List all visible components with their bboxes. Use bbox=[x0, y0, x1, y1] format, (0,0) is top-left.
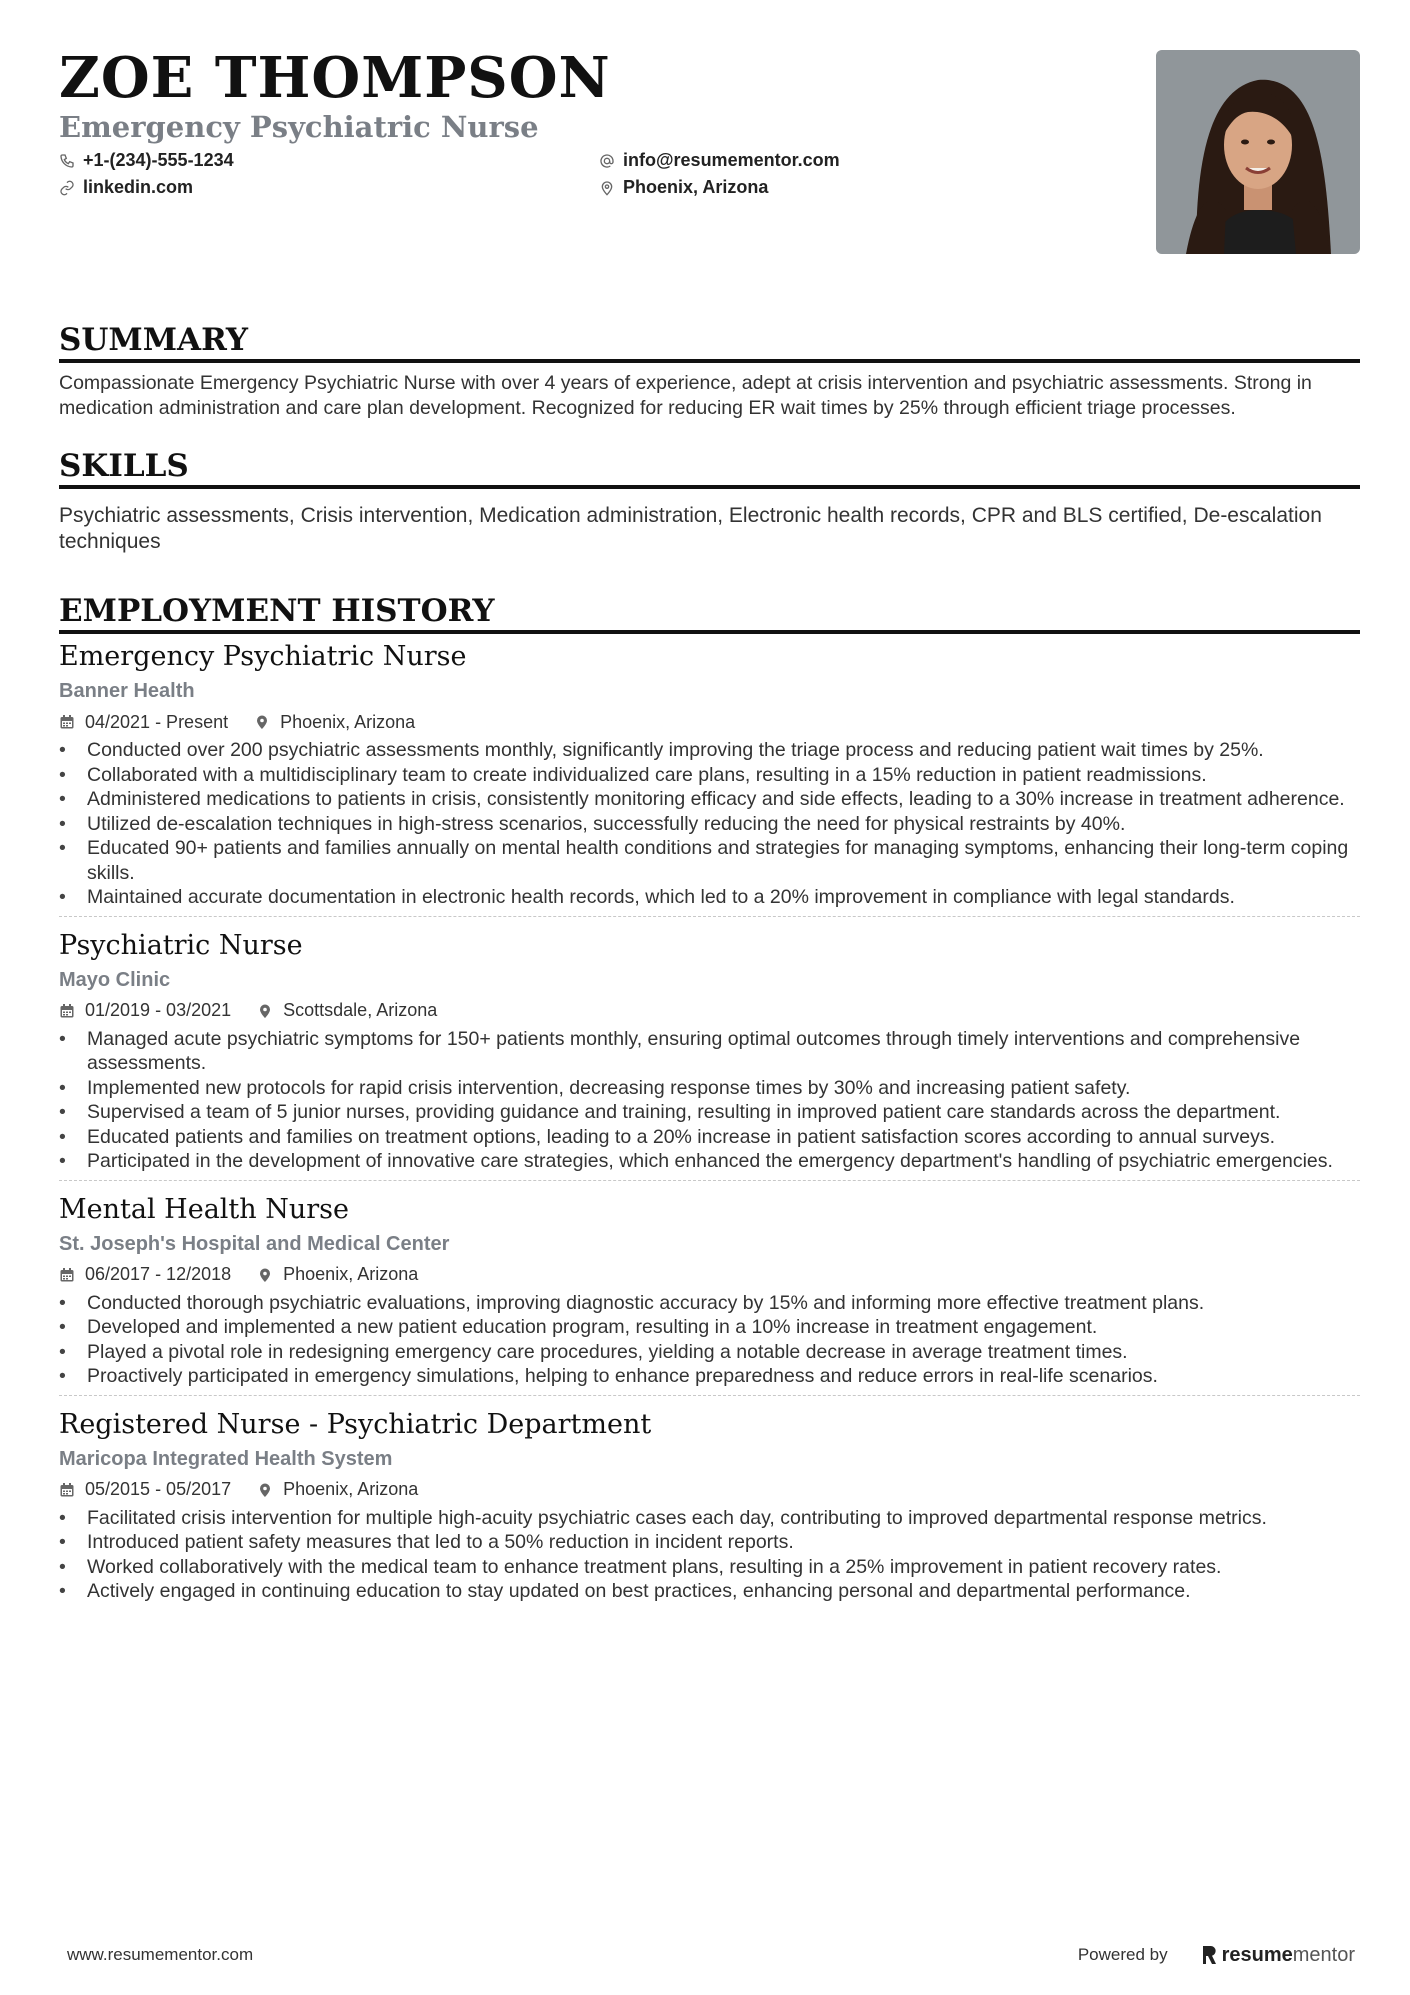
bullet-item: • Proactively participated in emergency simulations, helping to enhance preparedness and reduce errors in real-life scenarios. bbox=[59, 1364, 1360, 1389]
employment-heading: EMPLOYMENT HISTORY bbox=[59, 593, 1360, 634]
bullet-item: • Worked collaboratively with the medical team to enhance treatment plans, resulting in a 25% improvement in patient recovery rates. bbox=[59, 1555, 1360, 1580]
bullet-item: • Participated in the development of innovative care strategies, which enhanced the emergency department's handling of psychiatric emergencies. bbox=[59, 1149, 1360, 1174]
location-pin-icon bbox=[257, 1003, 283, 1019]
job-dates: 06/2017 - 12/2018 bbox=[85, 1264, 232, 1284]
job-location: Phoenix, Arizona bbox=[283, 1479, 419, 1499]
bullet-item: • Conducted thorough psychiatric evaluations, improving diagnostic accuracy by 15% and informing more effective treatment plans. bbox=[59, 1291, 1360, 1316]
phone-icon bbox=[59, 153, 75, 169]
candidate-name: ZOE THOMPSON bbox=[59, 45, 611, 111]
link-icon bbox=[59, 180, 75, 196]
bullet-item: • Educated 90+ patients and families annually on mental health conditions and strategies for managing symptoms, enhancing their long-term coping skills. bbox=[59, 836, 1360, 885]
linkedin-link[interactable]: linkedin.com bbox=[83, 177, 194, 197]
bullet-item: • Developed and implemented a new patient education program, resulting in a 10% increase in treatment engagement. bbox=[59, 1315, 1360, 1340]
candidate-title: Emergency Psychiatric Nurse bbox=[59, 110, 539, 144]
avatar bbox=[1156, 50, 1360, 254]
location-pin-icon bbox=[599, 180, 615, 196]
bullet-item: • Actively engaged in continuing education to stay updated on best practices, enhancing personal and departmental performance. bbox=[59, 1579, 1360, 1604]
job-dates: 01/2019 - 03/2021 bbox=[85, 1000, 232, 1020]
company-name: Mayo Clinic bbox=[59, 968, 171, 991]
resumementor-logo-icon bbox=[1200, 1944, 1218, 1966]
brand-name-rest: mentor bbox=[1292, 1943, 1355, 1966]
job-title: Mental Health Nurse bbox=[59, 1193, 350, 1225]
calendar-icon bbox=[59, 714, 85, 730]
page-footer bbox=[67, 1940, 1355, 1970]
summary-text: Compassionate Emergency Psychiatric Nurse with over 4 years of experience, adept at crisis intervention and psychiatric assessments. Strong in medication administration and care plan development. Recognized for reducing ER wait times by 25% through efficient triage processes. bbox=[59, 372, 1312, 419]
summary-section bbox=[59, 322, 1360, 420]
job-bullets bbox=[59, 1291, 1360, 1389]
job-entry bbox=[59, 1408, 1360, 1610]
job-dates: 05/2015 - 05/2017 bbox=[85, 1479, 232, 1499]
bullet-item: • Collaborated with a multidisciplinary team to create individualized care plans, resulting in a 15% reduction in patient readmissions. bbox=[59, 763, 1360, 788]
job-bullets bbox=[59, 738, 1360, 910]
bullet-item: • Implemented new protocols for rapid crisis intervention, decreasing response times by 30% and increasing patient safety. bbox=[59, 1076, 1360, 1101]
bullet-item: • Conducted over 200 psychiatric assessments monthly, significantly improving the triage process and reducing patient wait times by 25%. bbox=[59, 738, 1360, 763]
bullet-item: • Maintained accurate documentation in electronic health records, which led to a 20% improvement in compliance with legal standards. bbox=[59, 885, 1360, 910]
employment-section bbox=[59, 593, 1360, 1610]
job-entry bbox=[59, 929, 1360, 1181]
bullet-item: • Introduced patient safety measures that led to a 50% reduction in incident reports. bbox=[59, 1530, 1360, 1555]
company-name: Banner Health bbox=[59, 680, 195, 702]
job-entry bbox=[59, 640, 1360, 917]
job-meta bbox=[59, 1263, 1360, 1287]
job-meta bbox=[59, 999, 1360, 1023]
contact-location bbox=[599, 175, 1139, 200]
skills-section bbox=[59, 448, 1360, 555]
bullet-item: • Educated patients and families on treatment options, leading to a 20% increase in patient satisfaction scores according to annual surveys. bbox=[59, 1125, 1360, 1150]
job-meta bbox=[59, 710, 1360, 734]
brand-name-bold: resume bbox=[1221, 1943, 1293, 1966]
location-pin-icon bbox=[257, 1267, 283, 1283]
skills-heading: SKILLS bbox=[59, 448, 1360, 489]
skills-text: Psychiatric assessments, Crisis intervention, Medication administration, Electronic health records, CPR and BLS certified, De-escalation techniques bbox=[59, 504, 1322, 553]
job-title: Emergency Psychiatric Nurse bbox=[59, 641, 467, 672]
phone-number: +1-(234)-555-1234 bbox=[83, 150, 234, 170]
powered-by-label: Powered by bbox=[1077, 1945, 1168, 1964]
calendar-icon bbox=[59, 1003, 85, 1019]
job-location: Phoenix, Arizona bbox=[280, 711, 416, 732]
profile-photo bbox=[1156, 50, 1360, 254]
job-title: Registered Nurse - Psychiatric Department bbox=[59, 1408, 652, 1440]
job-location: Phoenix, Arizona bbox=[283, 1264, 419, 1284]
bullet-item: • Facilitated crisis intervention for multiple high-acuity psychiatric cases each day, contributing to improved departmental response metrics. bbox=[59, 1506, 1360, 1531]
job-title: Psychiatric Nurse bbox=[59, 929, 303, 961]
company-name: St. Joseph's Hospital and Medical Center bbox=[59, 1232, 450, 1255]
powered-by bbox=[1078, 1944, 1355, 1967]
location-text: Phoenix, Arizona bbox=[623, 177, 769, 197]
bullet-item: • Supervised a team of 5 junior nurses, providing guidance and training, resulting in improved patient care standards across the department. bbox=[59, 1100, 1360, 1125]
contact-linkedin bbox=[59, 175, 599, 200]
resume-page bbox=[59, 45, 1360, 1622]
bullet-item: • Utilized de-escalation techniques in high-stress scenarios, successfully reducing the need for physical restraints by 40%. bbox=[59, 812, 1360, 837]
contact-phone bbox=[59, 148, 599, 173]
job-meta bbox=[59, 1478, 1360, 1502]
job-entry bbox=[59, 1193, 1360, 1396]
location-pin-icon bbox=[257, 1482, 283, 1498]
summary-heading: SUMMARY bbox=[59, 322, 1360, 363]
at-icon bbox=[599, 153, 615, 169]
calendar-icon bbox=[59, 1482, 85, 1498]
resume-header bbox=[59, 45, 1360, 268]
company-name: Maricopa Integrated Health System bbox=[59, 1447, 393, 1470]
footer-website[interactable]: www.resumementor.com bbox=[67, 1945, 254, 1964]
job-bullets bbox=[59, 1506, 1360, 1604]
brand-logo[interactable] bbox=[1200, 1944, 1355, 1967]
email-address[interactable]: info@resumementor.com bbox=[623, 150, 840, 170]
contact-email bbox=[599, 148, 1139, 173]
job-list bbox=[59, 640, 1360, 1610]
bullet-item: • Managed acute psychiatric symptoms for 150+ patients monthly, ensuring optimal outcomes through timely interventions and comprehensive assessments. bbox=[59, 1027, 1360, 1076]
job-location: Scottsdale, Arizona bbox=[283, 1000, 438, 1020]
job-dates: 04/2021 - Present bbox=[85, 711, 229, 732]
bullet-item: • Played a pivotal role in redesigning emergency care procedures, yielding a notable decrease in average treatment times. bbox=[59, 1340, 1360, 1365]
job-bullets bbox=[59, 1027, 1360, 1174]
calendar-icon bbox=[59, 1267, 85, 1283]
bullet-item: • Administered medications to patients in crisis, consistently monitoring efficacy and side effects, leading to a 30% increase in treatment adherence. bbox=[59, 787, 1360, 812]
location-pin-icon bbox=[254, 714, 280, 730]
